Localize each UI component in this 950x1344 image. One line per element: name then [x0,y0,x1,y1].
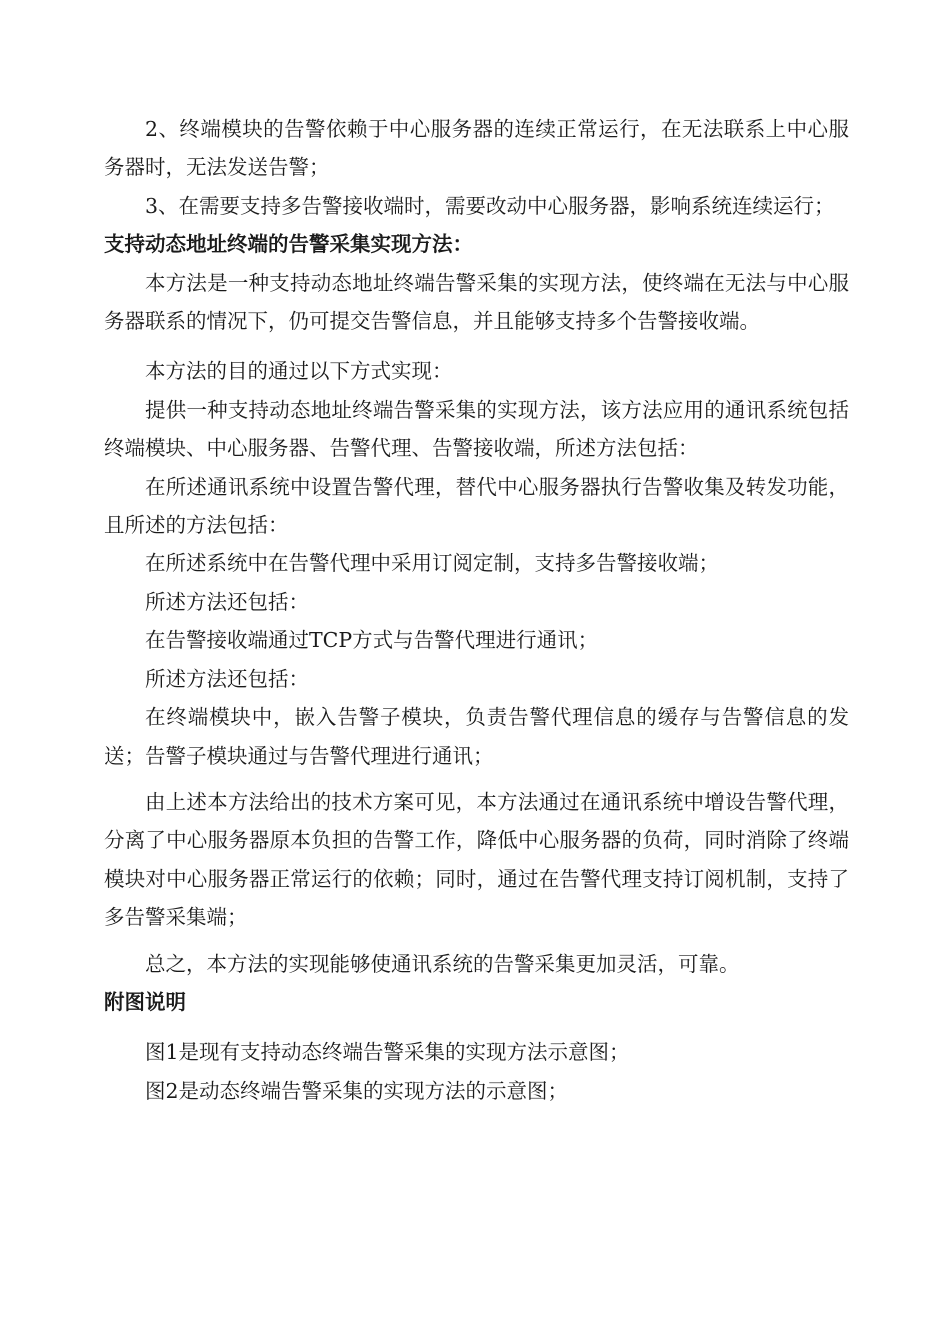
paragraph-subscription: 在所述系统中在告警代理中采用订阅定制，支持多告警接收端； [145,551,719,576]
paragraph-also-includes-2: 所述方法还包括： [145,666,309,691]
paragraph-provide-method: 提供一种支持动态地址终端告警采集的实现方法，该方法应用的通讯系统包括终端模块、中心服务器、告警代理、告警接收端，所述方法包括： [104,397,849,461]
section-heading-figures: 附图说明 [104,989,186,1014]
paragraph-point-3: 3、在需要支持多告警接收端时，需要改动中心服务器，影响系统连续运行； [145,193,835,218]
paragraph-tcp: 在告警接收端通过TCP方式与告警代理进行通讯； [145,628,599,653]
paragraph-set-agent: 在所述通讯系统中设置告警代理，替代中心服务器执行告警收集及转发功能，且所述的方法包括： [104,474,849,538]
paragraph-submodule: 在终端模块中，嵌入告警子模块，负责告警代理信息的缓存与告警信息的发送；告警子模块通过与告警代理进行通讯； [104,705,849,768]
paragraph-method-intro: 本方法是一种支持动态地址终端告警采集的实现方法，使终端在无法与中心服务器联系的情况下，仍可提交告警信息，并且能够支持多个告警接收端。 [104,270,849,334]
paragraph-conclusion: 总之，本方法的实现能够使通讯系统的告警采集更加灵活，可靠。 [145,951,740,976]
section-heading-method: 支持动态地址终端的告警采集实现方法： [104,232,473,257]
paragraph-figure-2: 图2是动态终端告警采集的实现方法的示意图； [145,1078,569,1103]
paragraph-point-2: 2、终端模块的告警依赖于中心服务器的连续正常运行，在无法联系上中心服务器时，无法发送告警； [104,117,849,180]
document-page [104,110,849,1110]
paragraph-purpose: 本方法的目的通过以下方式实现： [145,359,453,384]
paragraph-summary-effect: 由上述本方法给出的技术方案可见，本方法通过在通讯系统中增设告警代理，分离了中心服务器原本负担的告警工作，降低中心服务器的负荷，同时消除了终端模块对中心服务器正常运行的依赖；同时，通过在告警代理支持订阅机制，支持了多告警采集端； [104,789,849,930]
paragraph-also-includes-1: 所述方法还包括： [145,589,309,614]
paragraph-figure-1: 图1是现有支持动态终端告警采集的实现方法示意图； [145,1040,630,1065]
